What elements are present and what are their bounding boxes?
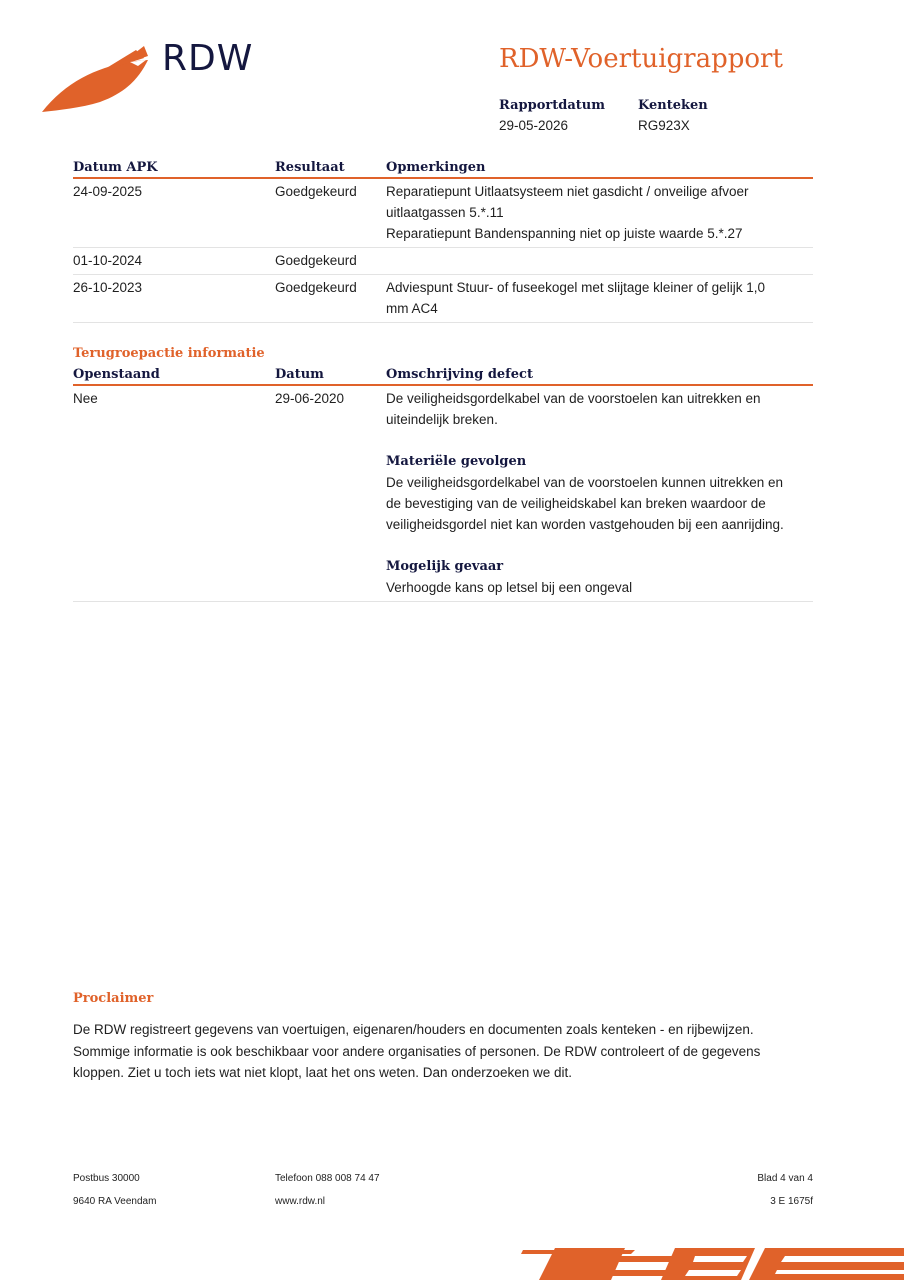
proclaimer-title: Proclaimer — [73, 991, 154, 1006]
apk-result: Goedgekeurd — [275, 275, 386, 323]
recall-danger-label: Mogelijk gevaar — [386, 559, 504, 574]
report-date-label: Rapportdatum — [499, 98, 605, 113]
recall-table — [73, 367, 813, 602]
apk-result: Goedgekeurd — [275, 178, 386, 248]
apk-header-remarks: Opmerkingen — [386, 160, 813, 178]
apk-remarks — [386, 178, 813, 248]
recall-header-date: Datum — [275, 367, 386, 385]
recall-consequences-label: Materiële gevolgen — [386, 454, 527, 469]
proclaimer-text: De RDW registreert gegevens van voertuigen, eigenaren/houders en documenten zoals kenteken - en rijbewijzen. Sommige informatie is ook beschikbaar voor andere organisaties of personen. De RDW controleert of de gegevens kloppen. Ziet u toch iets wat niet klopt, laat het ons weten. Dan onderzoeken we dit. — [73, 1022, 761, 1080]
apk-date: 26-10-2023 — [73, 275, 275, 323]
recall-header-row — [73, 367, 813, 385]
brand-name: RDW — [162, 38, 254, 79]
footer-address-line1: Postbus 30000 — [73, 1173, 140, 1184]
table-row — [73, 385, 813, 602]
footer-page-number: Blad 4 van 4 — [757, 1173, 813, 1184]
plate-value: RG923X — [638, 118, 690, 133]
report-title: RDW-Voertuigrapport — [499, 44, 783, 74]
apk-result: Goedgekeurd — [275, 248, 386, 275]
plate-label: Kenteken — [638, 98, 708, 113]
decorative-stripes — [515, 1240, 904, 1280]
footer-address-line2: 9640 RA Veendam — [73, 1196, 157, 1207]
recall-header-open: Openstaand — [73, 367, 275, 385]
footer-website[interactable]: www.rdw.nl — [275, 1196, 326, 1207]
apk-date: 24-09-2025 — [73, 178, 275, 248]
table-row — [73, 248, 813, 275]
table-row — [73, 275, 813, 323]
footer-code: 3 E 1675f — [770, 1196, 813, 1207]
recall-description: De veiligheidsgordelkabel van de voorstoelen kan uitrekken en uiteindelijk breken. — [386, 391, 761, 427]
apk-table — [73, 160, 813, 323]
apk-remarks — [386, 248, 813, 275]
footer-phone: Telefoon 088 008 74 47 — [275, 1173, 380, 1184]
recall-danger: Verhoogde kans op letsel bij een ongeval — [386, 580, 633, 595]
report-date-value: 29-05-2026 — [499, 118, 569, 133]
apk-remark: Reparatiepunt Bandenspanning niet op juiste waarde 5.*.27 — [386, 226, 743, 241]
plate-block — [638, 98, 708, 133]
apk-date: 01-10-2024 — [73, 248, 275, 275]
recall-open: Nee — [73, 385, 275, 602]
recall-header-description: Omschrijving defect — [386, 367, 813, 385]
recall-section-title: Terugroepactie informatie — [73, 346, 265, 361]
report-date-block — [499, 98, 605, 133]
apk-header-result: Resultaat — [275, 160, 386, 178]
apk-header-row — [73, 160, 813, 178]
apk-header-date: Datum APK — [73, 160, 275, 178]
apk-remark: Reparatiepunt Uitlaatsysteem niet gasdicht / onveilige afvoer uitlaatgassen 5.*.11 — [386, 184, 749, 220]
apk-remarks — [386, 275, 813, 323]
recall-date: 29-06-2020 — [275, 385, 386, 602]
table-row — [73, 178, 813, 248]
apk-remark: Adviespunt Stuur- of fuseekogel met slijtage kleiner of gelijk 1,0 mm AC4 — [386, 280, 765, 316]
recall-details — [386, 385, 813, 602]
recall-consequences: De veiligheidsgordelkabel van de voorstoelen kunnen uitrekken en de bevestiging van de veiligheidskabel kan breken waardoor de veiligheidsgordel niet kan worden vastgehouden bij een aanrijding. — [386, 475, 784, 532]
